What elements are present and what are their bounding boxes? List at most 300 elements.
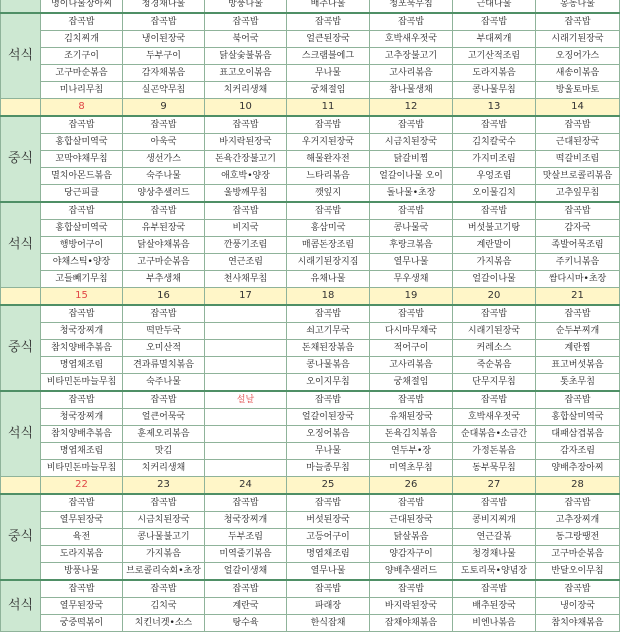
date-row [1, 288, 620, 306]
menu-cell: 감자국 [536, 220, 620, 237]
menu-cell: 오미산적 [123, 340, 205, 357]
menu-cell: 양감자구이 [370, 546, 453, 563]
menu-cell: 육전 [41, 529, 123, 546]
menu-cell: 잡곡밥 [536, 116, 620, 134]
menu-cell [205, 409, 287, 426]
menu-cell: 잡곡밥 [205, 116, 287, 134]
menu-cell: 비타민돈마늘무침 [41, 460, 123, 477]
menu-cell: 비엔나볶음 [453, 615, 536, 632]
menu-cell: 콩나물국 [370, 220, 453, 237]
menu-cell: 닭살숯불볶음 [205, 48, 287, 65]
menu-cell: 계란찜 [536, 340, 620, 357]
menu-cell: 미나리무침 [41, 82, 123, 99]
menu-cell: 연두부•장 [370, 443, 453, 460]
menu-cell: 울방깨무침 [205, 185, 287, 203]
menu-cell: 숙주나물 [123, 374, 205, 392]
menu-cell: 커레소스 [453, 340, 536, 357]
table-row [1, 374, 620, 392]
menu-cell: 쇠고기무국 [287, 323, 370, 340]
menu-cell: 닭살야채볶음 [123, 237, 205, 254]
menu-cell: 청국장찌개 [41, 323, 123, 340]
menu-cell: 콩나물불고기 [123, 529, 205, 546]
meal-label: 석식 [1, 13, 41, 99]
menu-cell [205, 340, 287, 357]
menu-cell: 스크램블에그 [287, 48, 370, 65]
table-row [1, 615, 620, 632]
menu-cell: 잡곡밥 [41, 305, 123, 323]
table-row [1, 65, 620, 82]
table-row [1, 13, 620, 31]
menu-cell: 잡곡밥 [536, 202, 620, 220]
table-row [1, 340, 620, 357]
menu-cell: 잡곡밥 [287, 13, 370, 31]
menu-cell: 매콤돈장조림 [287, 237, 370, 254]
menu-cell: 오이지무침 [287, 374, 370, 392]
menu-cell: 대패삼겹볶음 [536, 426, 620, 443]
menu-cell [205, 357, 287, 374]
menu-cell: 두부구이 [123, 48, 205, 65]
menu-cell: 얼갈이생채 [205, 563, 287, 581]
table-row [1, 305, 620, 323]
menu-cell: 순두부찌개 [536, 323, 620, 340]
menu-cell: 단무지무침 [453, 374, 536, 392]
menu-cell: 떡만두국 [123, 323, 205, 340]
menu-cell: 톳초무침 [536, 374, 620, 392]
menu-cell: 얼갈이된장국 [287, 409, 370, 426]
menu-cell: 파래장 [287, 598, 370, 615]
menu-cell: 잡곡밥 [287, 202, 370, 220]
menu-cell: 돌나물•초장 [370, 185, 453, 203]
menu-cell: 명엽채조림 [287, 546, 370, 563]
menu-cell: 열무된장국 [41, 598, 123, 615]
menu-cell: 고추장불고기 [370, 48, 453, 65]
menu-cell: 잡곡밥 [370, 202, 453, 220]
table-row [1, 323, 620, 340]
date-cell: 26 [370, 477, 453, 495]
menu-cell [205, 374, 287, 392]
date-cell: 23 [123, 477, 205, 495]
menu-cell: 잡곡밥 [370, 580, 453, 598]
menu-cell: 닭살볶음 [370, 529, 453, 546]
date-cell: 22 [41, 477, 123, 495]
menu-cell: 잡곡밥 [205, 494, 287, 512]
menu-cell: 계란국 [205, 598, 287, 615]
menu-cell: 새송이볶음 [536, 65, 620, 82]
menu-cell: 족발어묵조림 [536, 237, 620, 254]
menu-cell: 잡곡밥 [287, 305, 370, 323]
menu-cell: 근대된장국 [536, 134, 620, 151]
menu-cell: 미역줄기볶음 [205, 546, 287, 563]
menu-cell: 시래기된장지짐 [287, 254, 370, 271]
meal-label: 석식 [1, 580, 41, 632]
menu-cell: 숙주나물 [123, 168, 205, 185]
menu-cell: 깐풍기조림 [205, 237, 287, 254]
menu-cell: 야채스틱•양장 [41, 254, 123, 271]
menu-cell: 열무된장국 [41, 512, 123, 529]
table-row [1, 546, 620, 563]
holiday-label: 설날 [205, 391, 287, 409]
menu-cell: 떡갈비조림 [536, 151, 620, 168]
menu-cell: 도라지볶음 [453, 65, 536, 82]
date-cell: 18 [287, 288, 370, 306]
date-row [1, 99, 620, 117]
date-label-cell [1, 477, 41, 495]
table-row [1, 0, 620, 13]
menu-cell: 부추생채 [123, 271, 205, 288]
menu-cell: 치커리생채 [123, 460, 205, 477]
menu-cell: 버섯불고기탕 [453, 220, 536, 237]
menu-cell: 참나물생채 [370, 82, 453, 99]
menu-cell: 탕수육 [205, 615, 287, 632]
menu-cell: 바지락된장국 [370, 598, 453, 615]
menu-cell: 얼큰된장국 [287, 31, 370, 48]
menu-cell: 실곤약무침 [123, 82, 205, 99]
menu-cell: 잡곡밥 [453, 116, 536, 134]
date-cell: 11 [287, 99, 370, 117]
menu-cell: 동그랑땡전 [536, 529, 620, 546]
menu-cell: 오징어볶음 [287, 426, 370, 443]
menu-cell: 고구마순볶음 [123, 254, 205, 271]
menu-cell: 고사리볶음 [370, 357, 453, 374]
menu-cell: 배추나물 [287, 0, 370, 13]
menu-cell: 청국장찌개 [205, 512, 287, 529]
menu-cell: 꼬막야채무침 [41, 151, 123, 168]
menu-cell: 잡곡밥 [453, 202, 536, 220]
date-cell: 19 [370, 288, 453, 306]
menu-cell: 감자조림 [536, 443, 620, 460]
date-cell: 28 [536, 477, 620, 495]
menu-cell: 잡곡밥 [123, 305, 205, 323]
menu-cell: 잡곡밥 [536, 305, 620, 323]
menu-cell: 청포묵무침 [370, 0, 453, 13]
date-cell: 15 [41, 288, 123, 306]
table-row [1, 391, 620, 409]
date-row [1, 477, 620, 495]
menu-cell: 표고버섯볶음 [536, 357, 620, 374]
menu-cell: 궁채절임 [370, 374, 453, 392]
date-label-cell [1, 288, 41, 306]
menu-cell: 잡곡밥 [287, 494, 370, 512]
menu-cell: 청경채나물 [453, 546, 536, 563]
menu-cell: 부대찌개 [453, 31, 536, 48]
menu-cell: 무우생채 [370, 271, 453, 288]
menu-cell: 오징어가스 [536, 48, 620, 65]
date-cell: 14 [536, 99, 620, 117]
table-row [1, 82, 620, 99]
menu-cell: 돈채된장볶음 [287, 340, 370, 357]
menu-cell: 명이나물장아찌 [41, 0, 123, 13]
menu-cell: 잡곡밥 [41, 116, 123, 134]
menu-cell [205, 460, 287, 477]
menu-cell [205, 305, 287, 323]
table-row [1, 237, 620, 254]
menu-cell: 잡곡밥 [536, 391, 620, 409]
menu-cell: 주키니볶음 [536, 254, 620, 271]
menu-cell: 잡곡밥 [287, 116, 370, 134]
menu-cell: 당근피클 [41, 185, 123, 203]
table-row [1, 460, 620, 477]
menu-cell: 고기산적조림 [453, 48, 536, 65]
menu-cell: 방울토마토 [536, 82, 620, 99]
menu-cell: 우엉조림 [453, 168, 536, 185]
menu-cell: 명엽채조림 [41, 443, 123, 460]
date-cell: 17 [205, 288, 287, 306]
menu-cell: 치커리생채 [205, 82, 287, 99]
table-row [1, 580, 620, 598]
menu-cell: 연근조림 [205, 254, 287, 271]
menu-cell: 잡곡밥 [453, 580, 536, 598]
menu-cell: 잡곡밥 [41, 494, 123, 512]
menu-cell: 배추된장국 [453, 598, 536, 615]
menu-cell: 조기구이 [41, 48, 123, 65]
menu-cell: 닭갈비찜 [370, 151, 453, 168]
menu-cell: 도토리묵•양념장 [453, 563, 536, 581]
menu-cell: 콩나물무침 [453, 82, 536, 99]
menu-cell: 잡곡밥 [41, 13, 123, 31]
table-row [1, 254, 620, 271]
menu-cell: 유채된장국 [370, 409, 453, 426]
menu-cell [205, 323, 287, 340]
meal-label: 중식 [1, 494, 41, 580]
menu-cell: 고들빼기무침 [41, 271, 123, 288]
menu-cell: 감자채볶음 [123, 65, 205, 82]
menu-cell: 맛김 [123, 443, 205, 460]
menu-cell: 잡곡밥 [370, 116, 453, 134]
menu-cell: 돈육김치볶음 [370, 426, 453, 443]
menu-cell: 무나물 [287, 443, 370, 460]
menu-cell: 홍합살미역국 [41, 134, 123, 151]
menu-cell: 잡곡밥 [453, 391, 536, 409]
menu-cell: 시금치된장국 [123, 512, 205, 529]
menu-cell: 가정돈볶음 [453, 443, 536, 460]
menu-cell: 버섯된장국 [287, 512, 370, 529]
menu-cell: 깻잎지 [287, 185, 370, 203]
date-cell: 12 [370, 99, 453, 117]
menu-cell: 맛살브로콜리볶음 [536, 168, 620, 185]
meal-label: 석식 [1, 391, 41, 477]
menu-cell: 천사채무침 [205, 271, 287, 288]
menu-cell: 반달오이무침 [536, 563, 620, 581]
table-row [1, 563, 620, 581]
menu-cell: 참치양배추볶음 [41, 426, 123, 443]
menu-cell: 동부묵무침 [453, 460, 536, 477]
menu-cell: 두부조림 [205, 529, 287, 546]
menu-cell: 얼갈이나물 오이 [370, 168, 453, 185]
menu-cell: 냉이된장국 [123, 31, 205, 48]
menu-cell: 적어구이 [370, 340, 453, 357]
menu-cell: 치킨너겟•소스 [123, 615, 205, 632]
menu-cell: 열무나물 [287, 563, 370, 581]
menu-cell: 잡곡밥 [205, 202, 287, 220]
menu-cell: 바지락된장국 [205, 134, 287, 151]
menu-cell: 고등어구이 [287, 529, 370, 546]
table-row [1, 529, 620, 546]
menu-cell: 궁중떡볶이 [41, 615, 123, 632]
menu-cell: 한식잡채 [287, 615, 370, 632]
menu-cell: 유채나물 [287, 271, 370, 288]
menu-cell: 쌈다시마•초장 [536, 271, 620, 288]
menu-cell: 행방어구이 [41, 237, 123, 254]
menu-cell: 가지미조림 [453, 151, 536, 168]
table-row [1, 168, 620, 185]
menu-cell: 얼큰어묵국 [123, 409, 205, 426]
table-row [1, 185, 620, 203]
table-row [1, 134, 620, 151]
menu-cell: 콩나물볶음 [287, 357, 370, 374]
menu-cell: 고추장찌개 [536, 512, 620, 529]
menu-cell: 김치칼국수 [453, 134, 536, 151]
menu-cell: 계란말이 [453, 237, 536, 254]
menu-cell: 잡곡밥 [41, 202, 123, 220]
menu-cell: 잡곡밥 [453, 305, 536, 323]
menu-cell: 표고오이볶음 [205, 65, 287, 82]
menu-cell: 홍삼미국 [287, 220, 370, 237]
date-cell: 27 [453, 477, 536, 495]
menu-cell: 오이물김치 [453, 185, 536, 203]
menu-cell: 고사리볶음 [370, 65, 453, 82]
menu-cell: 홍합살미역국 [41, 220, 123, 237]
menu-cell: 양배추샐러드 [370, 563, 453, 581]
table-row [1, 271, 620, 288]
table-row [1, 48, 620, 65]
menu-cell: 비타민돈마늘무침 [41, 374, 123, 392]
menu-cell: 봉동나물 [536, 0, 620, 13]
date-cell: 21 [536, 288, 620, 306]
menu-cell: 아욱국 [123, 134, 205, 151]
menu-cell: 잡곡밥 [453, 13, 536, 31]
meal-label: 석식 [1, 202, 41, 288]
meal-label: 중식 [1, 305, 41, 391]
menu-cell: 양배추장아찌 [536, 460, 620, 477]
menu-cell: 근대된장국 [370, 512, 453, 529]
menu-cell: 고구마순볶음 [536, 546, 620, 563]
menu-cell: 고추잎무침 [536, 185, 620, 203]
menu-cell: 잡곡밥 [123, 202, 205, 220]
menu-cell: 잡곡밥 [123, 580, 205, 598]
menu-cell: 해물완자전 [287, 151, 370, 168]
menu-cell: 생선가스 [123, 151, 205, 168]
menu-cell: 방풍나물 [41, 563, 123, 581]
menu-cell: 방풍나물 [205, 0, 287, 13]
menu-cell: 근대나물 [453, 0, 536, 13]
menu-cell: 잡곡밥 [453, 494, 536, 512]
menu-cell: 죽순볶음 [453, 357, 536, 374]
menu-cell: 돈육간장불고기 [205, 151, 287, 168]
menu-cell: 비지국 [205, 220, 287, 237]
table-row [1, 357, 620, 374]
menu-cell: 김치국 [123, 598, 205, 615]
menu-cell: 견과류멸치볶음 [123, 357, 205, 374]
menu-cell: 잡곡밥 [370, 494, 453, 512]
menu-cell: 미역초무침 [370, 460, 453, 477]
table-row [1, 512, 620, 529]
menu-cell: 가지볶음 [453, 254, 536, 271]
date-cell: 13 [453, 99, 536, 117]
meal-label-cell [1, 0, 41, 13]
menu-cell: 얼갈이나물 [453, 271, 536, 288]
menu-cell: 잡곡밥 [123, 116, 205, 134]
menu-cell: 잡곡밥 [370, 13, 453, 31]
menu-cell: 시금치된장국 [370, 134, 453, 151]
menu-cell: 명엽채조림 [41, 357, 123, 374]
menu-cell: 마늘종무침 [287, 460, 370, 477]
menu-cell: 홍합살미역국 [536, 409, 620, 426]
date-cell: 25 [287, 477, 370, 495]
menu-cell: 연근갈볶 [453, 529, 536, 546]
date-label-cell [1, 99, 41, 117]
menu-cell: 열무나물 [370, 254, 453, 271]
menu-cell: 가지볶음 [123, 546, 205, 563]
menu-cell: 훈제오리볶음 [123, 426, 205, 443]
date-cell: 24 [205, 477, 287, 495]
menu-cell: 잡곡밥 [370, 305, 453, 323]
menu-cell: 고구마순볶음 [41, 65, 123, 82]
menu-cell: 잡곡밥 [536, 580, 620, 598]
menu-cell: 유부된장국 [123, 220, 205, 237]
menu-cell: 잡곡밥 [205, 13, 287, 31]
menu-cell: 순대볶음•소금간 [453, 426, 536, 443]
menu-cell: 느타리볶음 [287, 168, 370, 185]
table-row [1, 220, 620, 237]
menu-cell: 브로콜리숙회•초장 [123, 563, 205, 581]
menu-cell: 잡곡밥 [41, 580, 123, 598]
menu-cell: 잡곡밥 [536, 494, 620, 512]
table-row [1, 202, 620, 220]
date-cell: 9 [123, 99, 205, 117]
menu-cell: 콩비지찌개 [453, 512, 536, 529]
meal-label: 중식 [1, 116, 41, 202]
table-row [1, 443, 620, 460]
menu-cell: 멸치아몬드볶음 [41, 168, 123, 185]
date-cell: 10 [205, 99, 287, 117]
table-row [1, 494, 620, 512]
menu-cell: 다시마무채국 [370, 323, 453, 340]
menu-cell: 잡곡밥 [370, 391, 453, 409]
menu-cell: 궁채절임 [287, 82, 370, 99]
menu-cell: 호박새우젓국 [453, 409, 536, 426]
menu-cell: 도라지볶음 [41, 546, 123, 563]
menu-cell: 잡곡밥 [205, 580, 287, 598]
menu-cell [205, 443, 287, 460]
menu-cell: 잡곡밥 [287, 580, 370, 598]
menu-cell: 청국장찌개 [41, 409, 123, 426]
menu-cell: 잡곡밥 [123, 13, 205, 31]
menu-cell: 잡곡밥 [41, 391, 123, 409]
menu-cell: 잡곡밥 [536, 13, 620, 31]
menu-cell: 후랑크볶음 [370, 237, 453, 254]
menu-cell: 김치찌개 [41, 31, 123, 48]
table-row [1, 151, 620, 168]
menu-cell: 무나물 [287, 65, 370, 82]
table-row [1, 598, 620, 615]
table-row [1, 409, 620, 426]
menu-cell: 참치야채볶음 [536, 615, 620, 632]
menu-cell: 양상추샐러드 [123, 185, 205, 203]
menu-cell: 잡곡밥 [123, 391, 205, 409]
date-cell: 20 [453, 288, 536, 306]
date-cell: 8 [41, 99, 123, 117]
menu-cell: 청경채나물 [123, 0, 205, 13]
menu-cell: 북어국 [205, 31, 287, 48]
menu-cell: 우거지된장국 [287, 134, 370, 151]
menu-cell: 시래기된장국 [453, 323, 536, 340]
date-cell: 16 [123, 288, 205, 306]
table-row [1, 426, 620, 443]
menu-cell: 잡곡밥 [123, 494, 205, 512]
menu-cell: 참치양배추볶음 [41, 340, 123, 357]
table-row [1, 31, 620, 48]
table-row [1, 116, 620, 134]
